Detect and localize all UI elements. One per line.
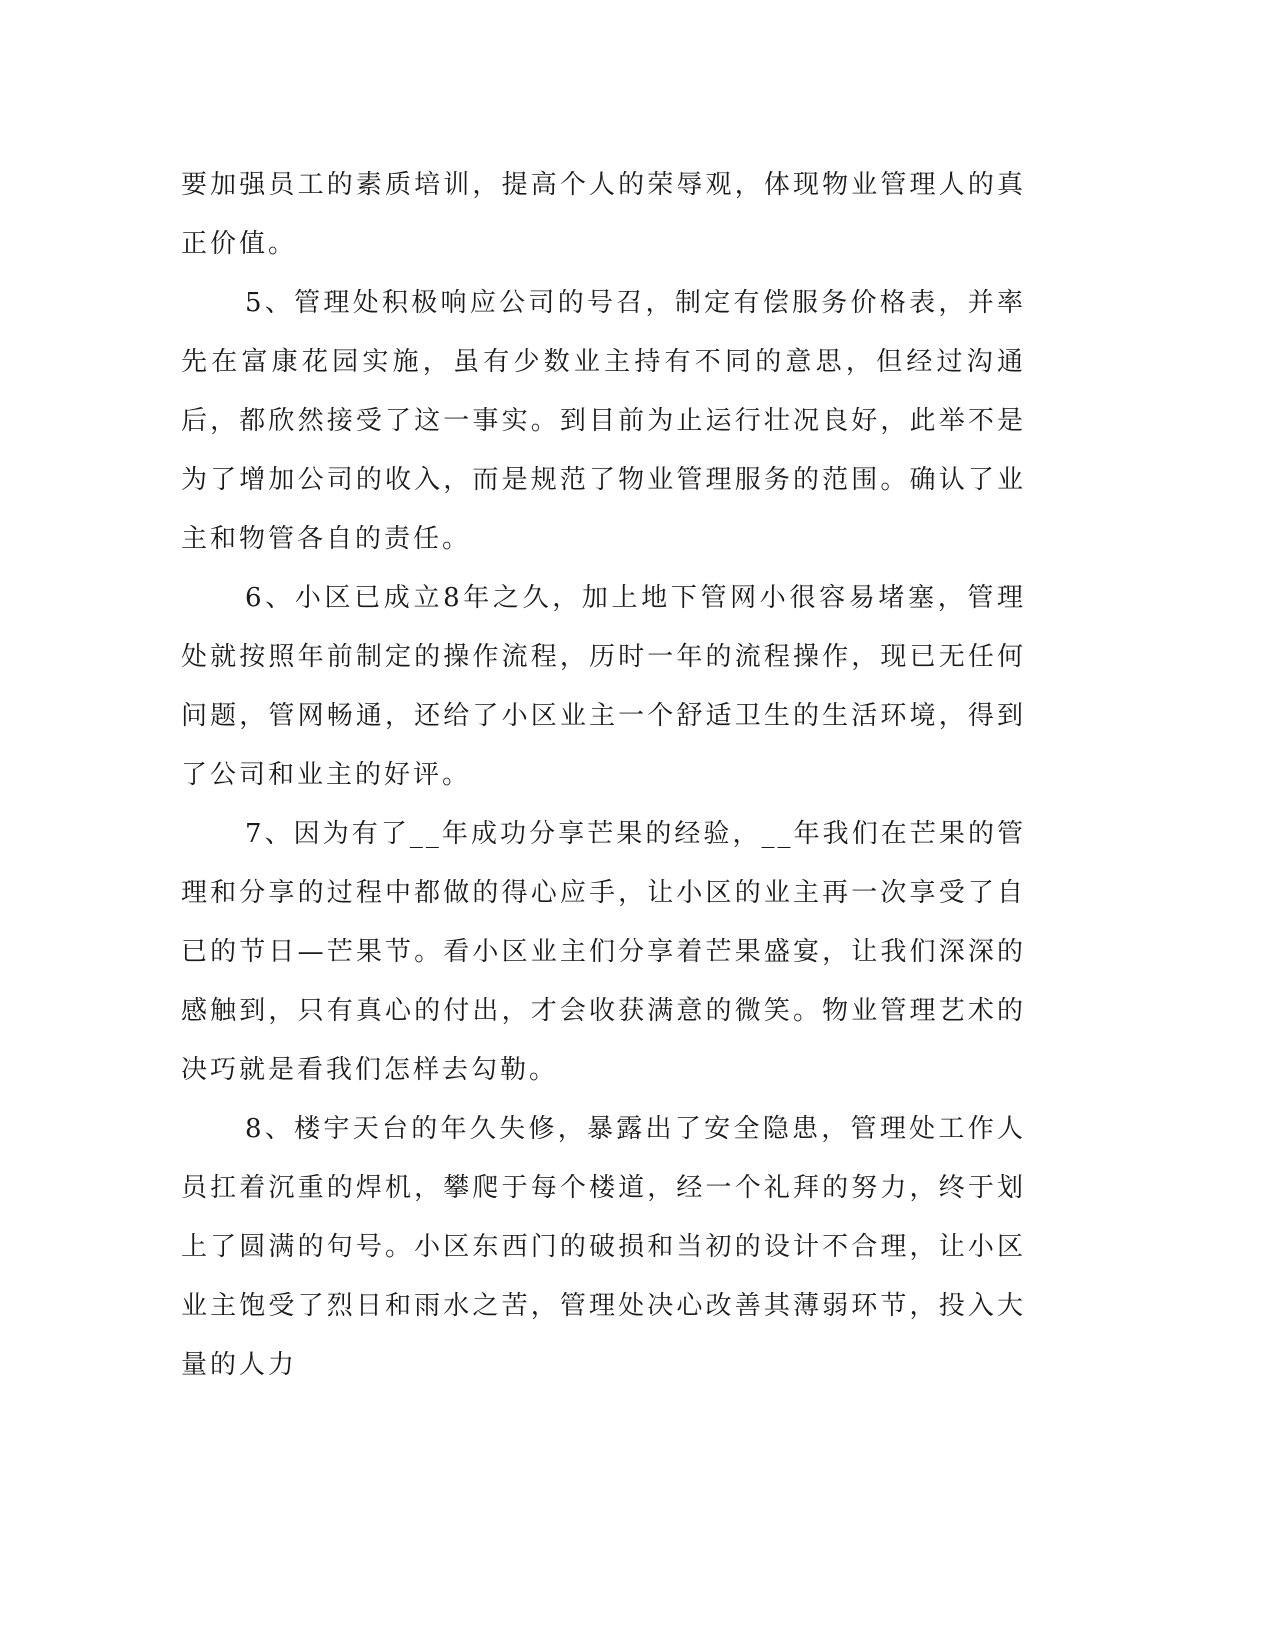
paragraph-item-6: 6、小区已成立8年之久，加上地下管网小很容易堵塞，管理处就按照年前制定的操作流程，历时一年的流程操作，现已无任何问题，管网畅通，还给了小区业主一个舒适卫生的生活环境，得到了公司和业主的好评。	[181, 583, 1026, 790]
document-body	[181, 156, 1026, 1395]
paragraph-item-8: 8、楼宇天台的年久失修，暴露出了安全隐患，管理处工作人员扛着沉重的焊机，攀爬于每个楼道，经一个礼拜的努力，终于划上了圆满的句号。小区东西门的破损和当初的设计不合理，让小区业主饱受了烈日和雨水之苦，管理处决心改善其薄弱环节，投入大量的人力	[181, 1114, 1026, 1380]
paragraph-continuation: 要加强员工的素质培训，提高个人的荣辱观，体现物业管理人的真正价值。	[181, 170, 1026, 259]
paragraph-item-5: 5、管理处积极响应公司的号召，制定有偿服务价格表，并率先在富康花园实施，虽有少数业主持有不同的意思，但经过沟通后，都欣然接受了这一事实。到目前为止运行壮况良好，此举不是为了增加公司的收入，而是规范了物业管理服务的范围。确认了业主和物管各自的责任。	[181, 288, 1026, 554]
paragraph-item-7: 7、因为有了__年成功分享芒果的经验，__年我们在芒果的管理和分享的过程中都做的得心应手，让小区的业主再一次享受了自已的节日—芒果节。看小区业主们分享着芒果盛宴，让我们深深的感触到，只有真心的付出，才会收获满意的微笑。物业管理艺术的决巧就是看我们怎样去勾勒。	[181, 819, 1026, 1085]
